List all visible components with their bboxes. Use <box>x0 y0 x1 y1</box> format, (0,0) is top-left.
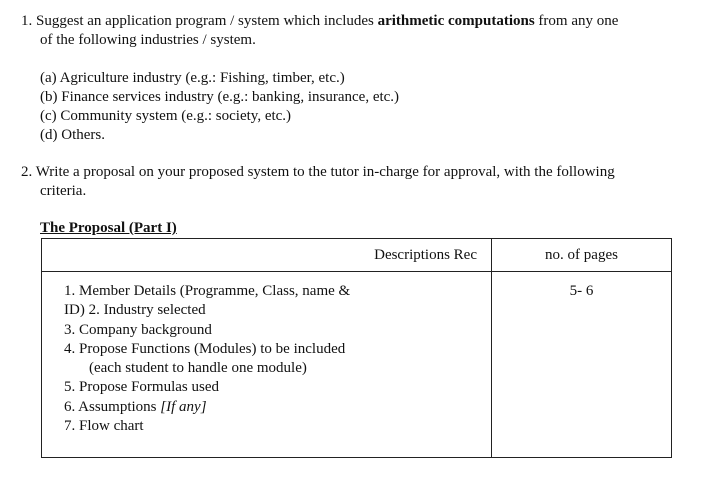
question-1-line-2: of the following industries / system. <box>40 32 256 48</box>
criteria-list <box>64 282 350 436</box>
pages-value: 5- 6 <box>492 272 672 458</box>
assumptions-note: [If any] <box>160 398 207 415</box>
option-c: (c) Community system (e.g.: society, etc.) <box>40 108 292 124</box>
list-item <box>64 398 350 417</box>
question-1-text-end: from any one <box>534 13 619 29</box>
list-item: (each student to handle one module) <box>89 360 307 377</box>
header-pages: no. of pages <box>492 239 672 272</box>
option-a: (a) Agriculture industry (e.g.: Fishing, timber, etc.) <box>40 70 345 86</box>
list-item: 3. Company background <box>64 321 212 338</box>
list-item: ID) 2. Industry selected <box>64 302 206 319</box>
question-1-text: 1. Suggest an application program / system which includes <box>21 13 378 29</box>
list-item: 5. Propose Formulas used <box>64 379 219 396</box>
option-d: (d) Others. <box>40 127 105 143</box>
list-item: 1. Member Details (Programme, Class, name & <box>64 283 351 299</box>
list-item: 4. Propose Functions (Modules) to be included <box>64 340 346 357</box>
header-descriptions: Descriptions Rec <box>42 239 492 272</box>
proposal-heading: The Proposal (Part I) <box>40 220 177 236</box>
emphasis-arithmetic-computations: arithmetic computations <box>377 13 535 29</box>
assumptions-label: 6. Assumptions <box>64 398 161 415</box>
items-cell <box>42 272 492 458</box>
list-item: 7. Flow chart <box>64 418 144 435</box>
table-header-row <box>42 239 672 272</box>
proposal-table <box>41 238 672 458</box>
question-2-line-1: 2. Write a proposal on your proposed system to the tutor in-charge for approval, with the following <box>21 164 615 180</box>
question-2-line-2: criteria. <box>40 183 87 199</box>
option-b: (b) Finance services industry (e.g.: banking, insurance, etc.) <box>40 89 400 105</box>
question-1-line-1 <box>21 12 618 31</box>
table-row <box>42 272 672 458</box>
